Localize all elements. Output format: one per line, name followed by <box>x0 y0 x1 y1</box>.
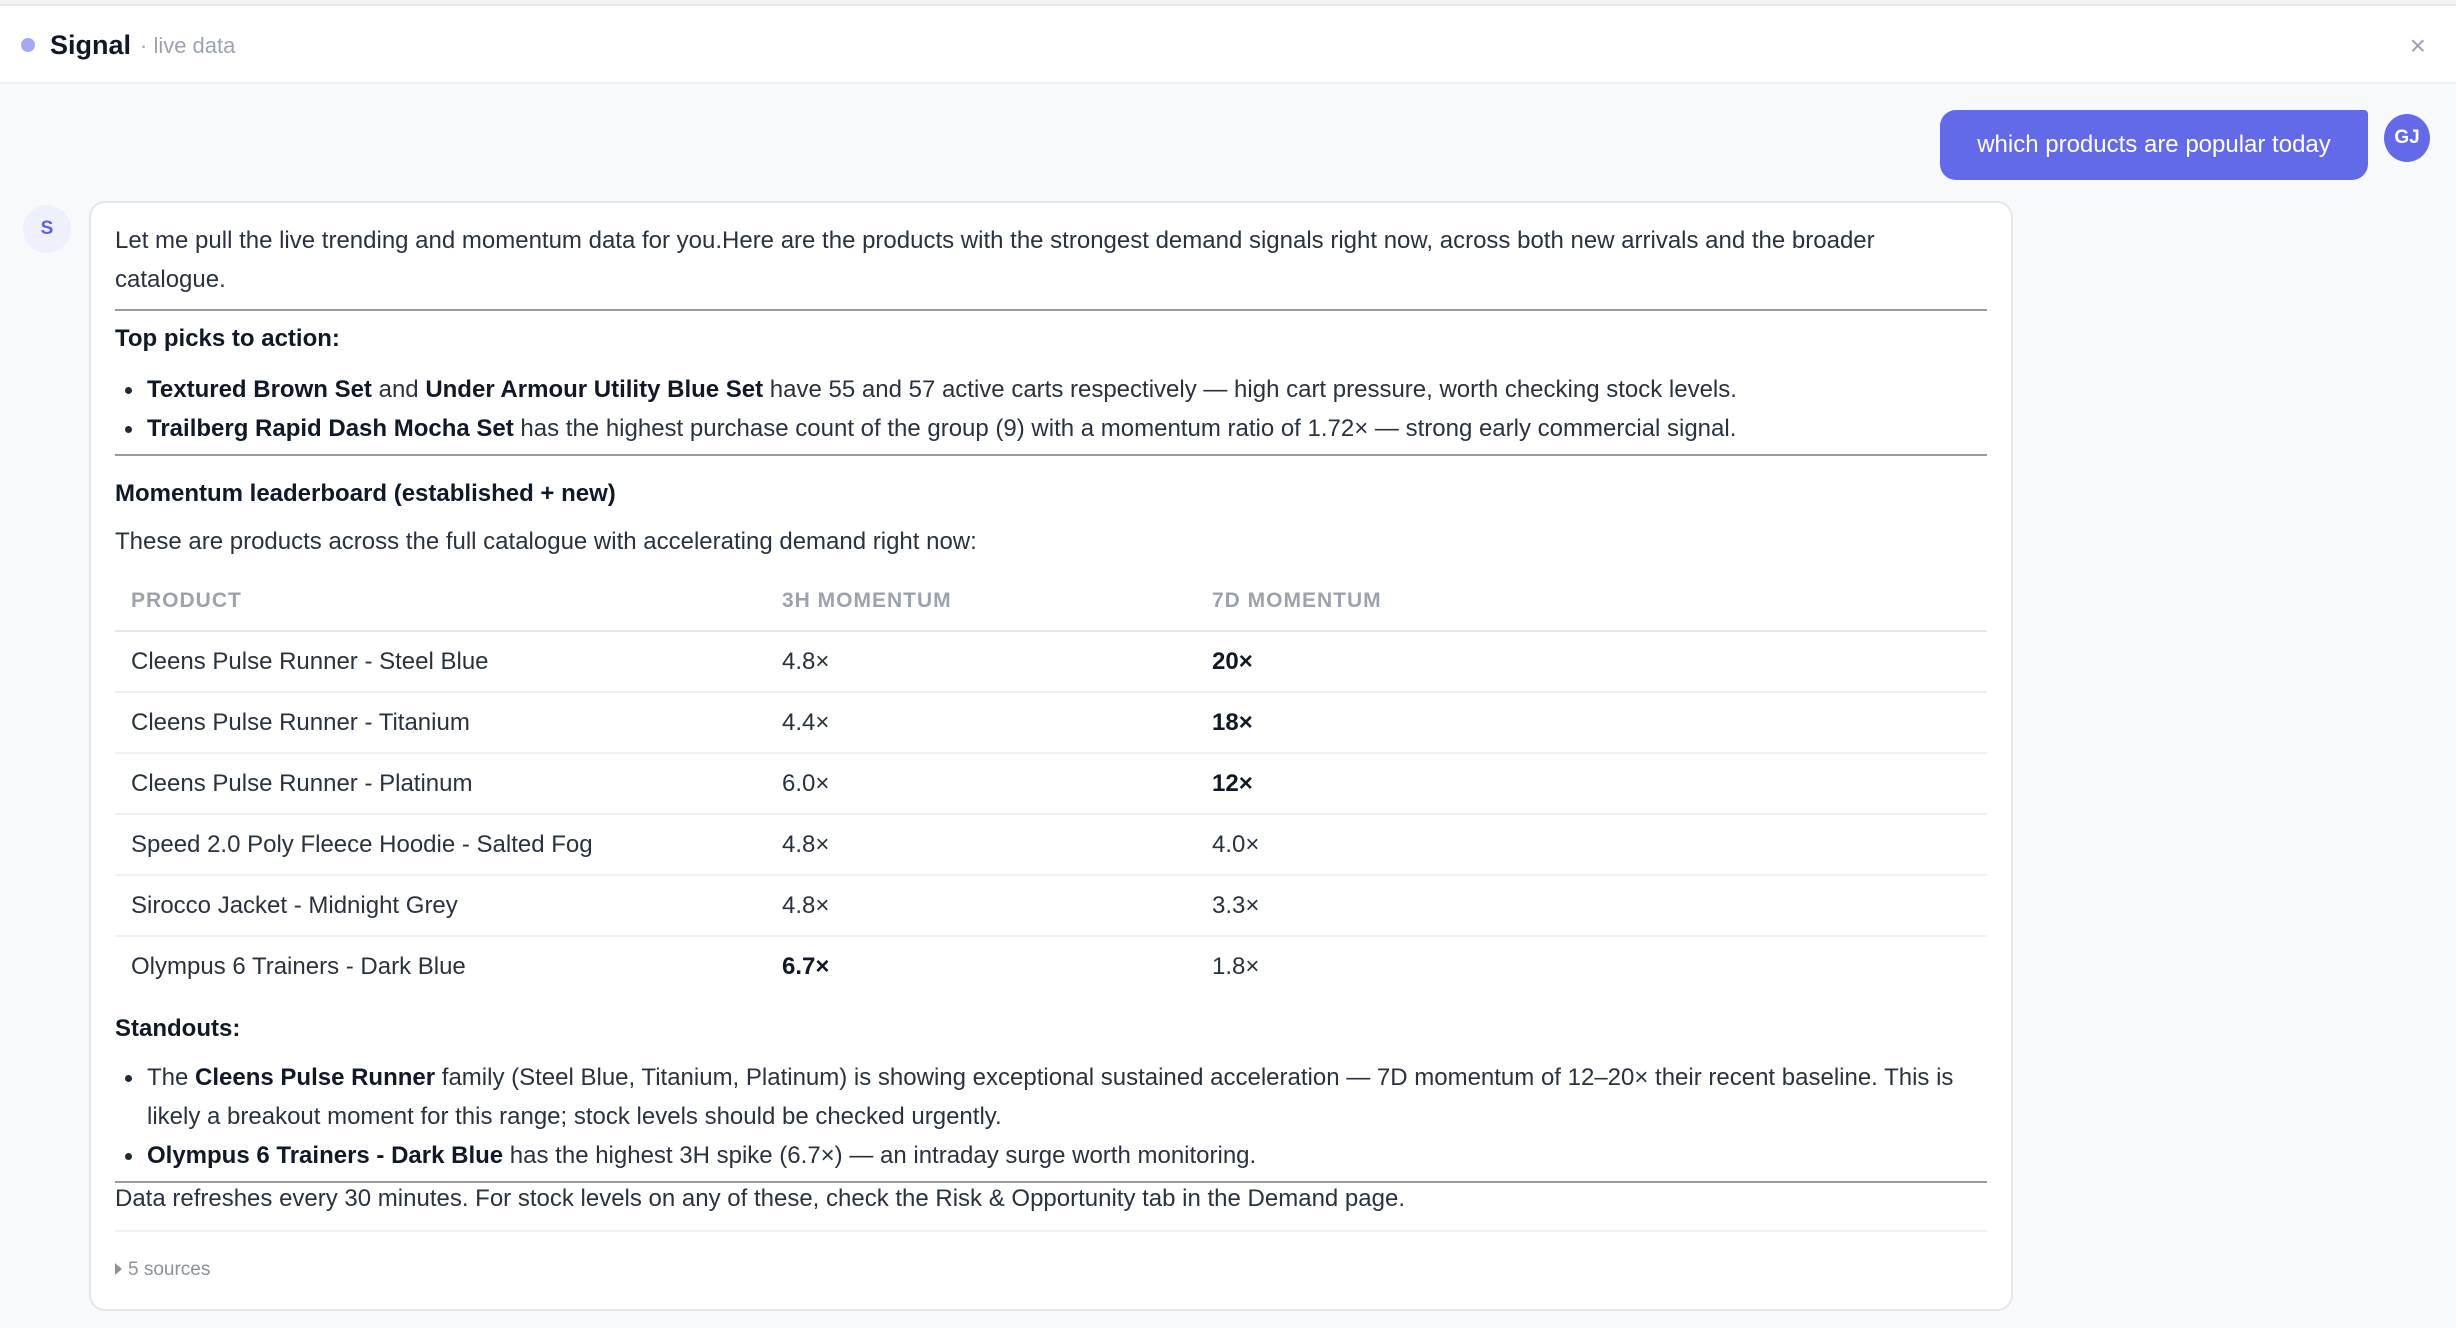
product-cell: Cleens Pulse Runner - Steel Blue <box>115 631 766 692</box>
intro-text: Let me pull the live trending and momentum data for you.Here are the products with the strongest demand signals right now, across both new arrivals and the broader catalogue. <box>115 227 1875 293</box>
bold-text: Under Armour Utility Blue Set <box>425 376 764 403</box>
app-title: Signal <box>50 30 132 60</box>
leaderboard-heading: Momentum leaderboard (established + new) <box>115 480 616 507</box>
sources-toggle[interactable] <box>115 1250 1987 1289</box>
bold-text: Textured Brown Set <box>147 376 372 403</box>
top-picks-list <box>115 370 1987 448</box>
momentum-7d-cell: 12× <box>1196 753 1987 814</box>
momentum-3h-cell: 4.4× <box>766 692 1196 753</box>
divider <box>115 309 1987 311</box>
table-row <box>115 875 1987 936</box>
column-header-7d: 7D MOMENTUM <box>1196 573 1987 631</box>
momentum-3h-cell: 4.8× <box>766 875 1196 936</box>
standouts-list <box>115 1058 1987 1175</box>
bold-text: Olympus 6 Trainers - Dark Blue <box>147 1141 504 1169</box>
text: has the highest 3H spike (6.7×) — an intraday surge worth monitoring. <box>503 1141 1257 1169</box>
list-item <box>115 1136 1987 1175</box>
chat-header <box>0 6 2456 84</box>
user-avatar: GJ <box>2384 114 2430 162</box>
momentum-7d-cell: 1.8× <box>1212 953 1260 981</box>
user-message: which products are popular today <box>1940 110 2368 180</box>
bold-text: Cleens Pulse Runner <box>195 1063 436 1091</box>
caret-right-icon <box>115 1263 122 1275</box>
divider <box>115 1230 1987 1232</box>
status-dot-icon <box>21 38 35 52</box>
list-item <box>115 1058 1987 1136</box>
sources-label: 5 sources <box>128 1258 211 1280</box>
table-row <box>115 692 1987 753</box>
momentum-3h-cell: 4.8× <box>766 814 1196 875</box>
column-header-product: PRODUCT <box>115 573 766 631</box>
assistant-avatar: S <box>23 205 71 253</box>
top-picks-heading: Top picks to action: <box>115 325 340 352</box>
product-cell: Olympus 6 Trainers - Dark Blue <box>131 953 466 981</box>
table-row <box>115 814 1987 875</box>
list-item <box>115 409 1987 448</box>
standouts-heading: Standouts: <box>115 1014 241 1042</box>
close-icon[interactable]: × <box>2409 30 2426 61</box>
product-cell: Sirocco Jacket - Midnight Grey <box>115 875 766 936</box>
text: family (Steel Blue, Titanium, Platinum) is showing exceptional sustained acceleration — 7D momentum of 12–20× their recent baseline. This is likely a breakout moment for this range; stock levels should be checked urgently. <box>147 1063 1954 1130</box>
momentum-7d-cell: 3.3× <box>1196 875 1987 936</box>
text: and <box>371 376 426 403</box>
table-row <box>115 631 1987 692</box>
product-cell: Cleens Pulse Runner - Titanium <box>115 692 766 753</box>
text: has the highest purchase count of the group (9) with a momentum ratio of 1.72× — strong early commercial signal. <box>513 415 1737 442</box>
momentum-7d-cell: 4.0× <box>1196 814 1987 875</box>
assistant-message <box>89 201 2013 1311</box>
column-header-3h: 3H MOMENTUM <box>766 573 1196 631</box>
divider <box>115 454 1987 456</box>
list-item <box>115 370 1987 409</box>
momentum-table <box>115 573 1987 997</box>
momentum-7d-cell: 18× <box>1196 692 1987 753</box>
table-row <box>115 753 1987 814</box>
momentum-3h-cell: 6.7× <box>782 953 830 981</box>
momentum-7d-cell: 20× <box>1196 631 1987 692</box>
product-cell: Cleens Pulse Runner - Platinum <box>115 753 766 814</box>
table-row <box>115 936 1987 997</box>
app-subtitle: · live data <box>140 33 236 58</box>
momentum-3h-cell: 6.0× <box>766 753 1196 814</box>
product-cell: Speed 2.0 Poly Fleece Hoodie - Salted Fog <box>115 814 766 875</box>
bold-text: Trailberg Rapid Dash Mocha Set <box>147 415 514 442</box>
leaderboard-intro: These are products across the full catalogue with accelerating demand right now: <box>115 528 977 555</box>
momentum-3h-cell: 4.8× <box>766 631 1196 692</box>
text: have 55 and 57 active carts respectively — high cart pressure, worth checking stock levels. <box>763 376 1737 403</box>
text: The <box>147 1063 196 1091</box>
footer-note: Data refreshes every 30 minutes. For stock levels on any of these, check the Risk & Opportunity tab in the Demand page. <box>115 1184 1405 1212</box>
